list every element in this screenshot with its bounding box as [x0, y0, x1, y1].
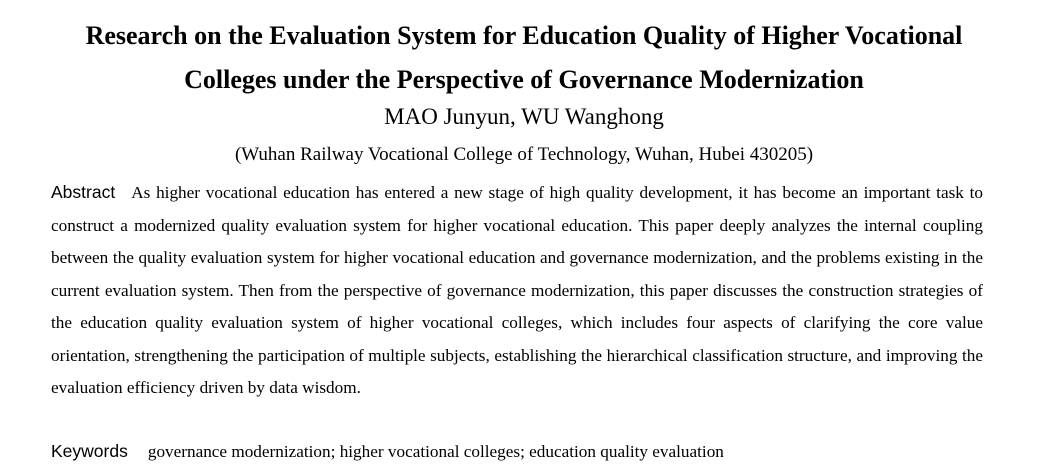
keywords-paragraph: [51, 436, 983, 467]
affiliation: (Wuhan Railway Vocational College of Technology, Wuhan, Hubei 430205): [234, 144, 814, 165]
authors: MAO Junyun, WU Wanghong: [384, 104, 664, 129]
keywords-text: governance modernization; higher vocational colleges; education quality evaluation: [147, 442, 724, 461]
paper-title: [0, 14, 1048, 102]
abstract-paragraph: [51, 176, 983, 405]
title-line-2: Colleges under the Perspective of Governance Modernization: [184, 65, 864, 94]
abstract-label: Abstract: [51, 182, 116, 202]
abstract-text: As higher vocational education has entered a new stage of high quality development, it has become an important task to construct a modernized quality evaluation system for higher vocational education. This paper deeply analyzes the internal coupling between the quality evaluation system for higher vocational education and governance modernization, and the problems existing in the current evaluation system. Then from the perspective of governance modernization, this paper discusses the construction strategies of the education quality evaluation system of higher vocational colleges, which includes four aspects of clarifying the core value orientation, strengthening the participation of multiple subjects, establishing the hierarchical classification structure, and improving the evaluation efficiency driven by data wisdom.: [51, 183, 983, 397]
keywords-label: Keywords: [51, 441, 128, 461]
title-line-1: Research on the Evaluation System for Education Quality of Higher Vocational: [85, 21, 963, 50]
